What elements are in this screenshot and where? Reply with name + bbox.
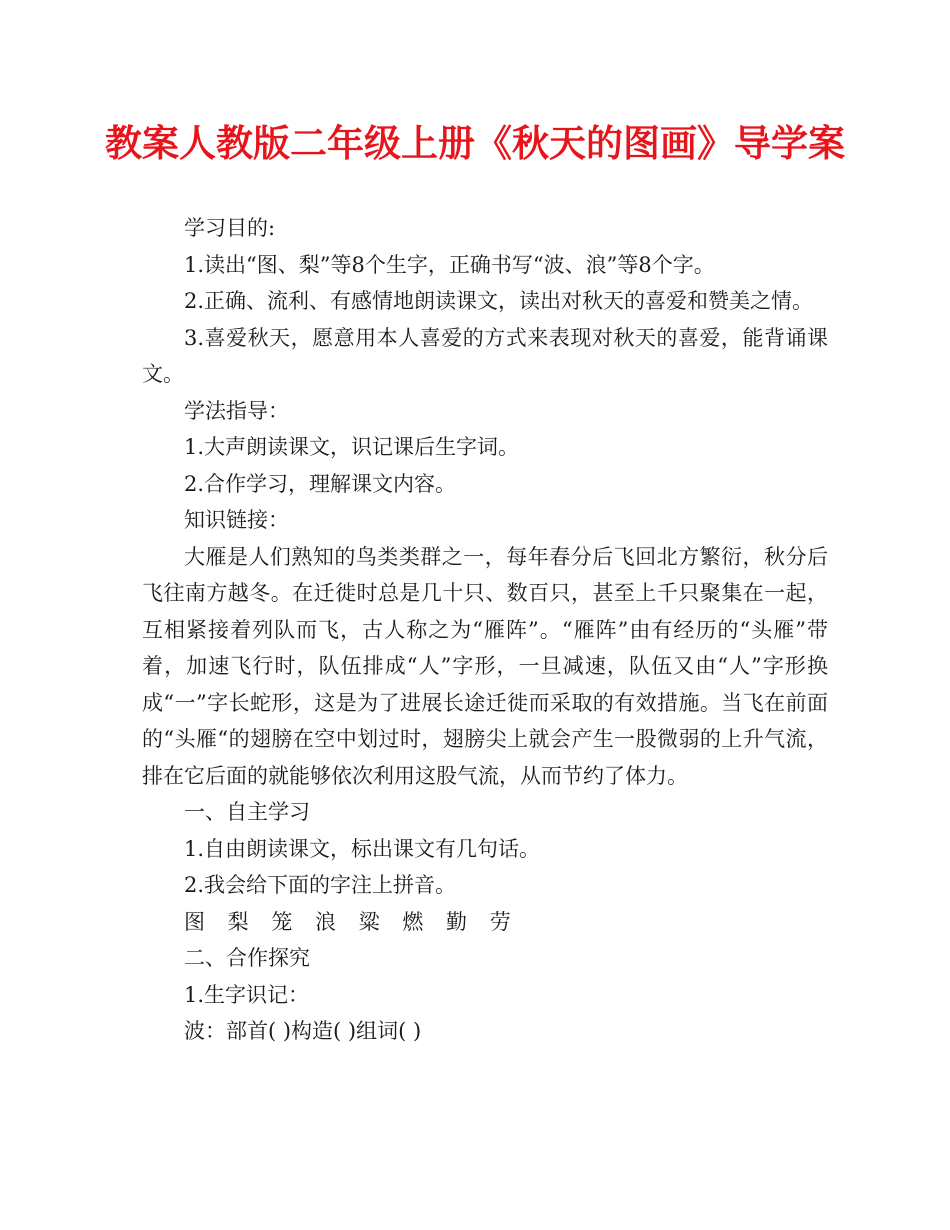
objective-2: 2.正确、流利、有感情地朗读课文，读出对秋天的喜爱和赞美之情。 [184, 289, 814, 313]
knowledge-heading: 知识链接： [184, 508, 289, 532]
objective-3: 3.喜爱秋天，愿意用本人喜爱的方式来表现对秋天的喜爱，能背诵课文。 [142, 325, 828, 386]
pinyin-characters: 图 梨 笼 浪 粱 燃 勤 劳 [184, 909, 519, 934]
objectives-heading: 学习目的: [184, 216, 276, 240]
section-2-heading: 二、合作探究 [184, 946, 310, 970]
section-1-item-2: 2.我会给下面的字注上拼音。 [184, 873, 457, 897]
section-1-heading: 一、自主学习 [184, 800, 310, 824]
document-body [142, 210, 828, 1050]
document-title: 教案人教版二年级上册《秋天的图画》导学案 [105, 122, 845, 165]
method-2: 2.合作学习，理解课文内容。 [184, 471, 457, 496]
method-1: 1.大声朗读课文，识记课后生字词。 [184, 435, 520, 459]
character-exercise: 波：部首( )构造( )组词( ) [184, 1019, 422, 1043]
section-1-item-1: 1.自由朗读课文，标出课文有几句话。 [184, 836, 541, 861]
method-heading: 学法指导： [184, 398, 289, 423]
section-2-item-1: 1.生字识记： [184, 982, 310, 1007]
objective-1: 1.读出“图、梨”等8个生字，正确书写“波、浪”等8个字。 [184, 252, 715, 277]
knowledge-text: 大雁是人们熟知的鸟类类群之一，每年春分后飞回北方繁衍，秋分后飞往南方越冬。在迁徙时总是几十只、数百只，甚至上千只聚集在一起，互相紧接着列队而飞，古人称之为“雁阵”。“雁阵”由有经历的“头雁”带着，加速飞行时，队伍排成“人”字形，一旦减速，队伍又由“人”字形换成“一”字长蛇形，这是为了进展长途迁徙而采取的有效措施。当飞在前面的“头雁“的翅膀在空中划过时，翅膀尖上就会产生一股微弱的上升气流，排在它后面的就能够依次利用这股气流，从而节约了体力。 [142, 544, 828, 788]
